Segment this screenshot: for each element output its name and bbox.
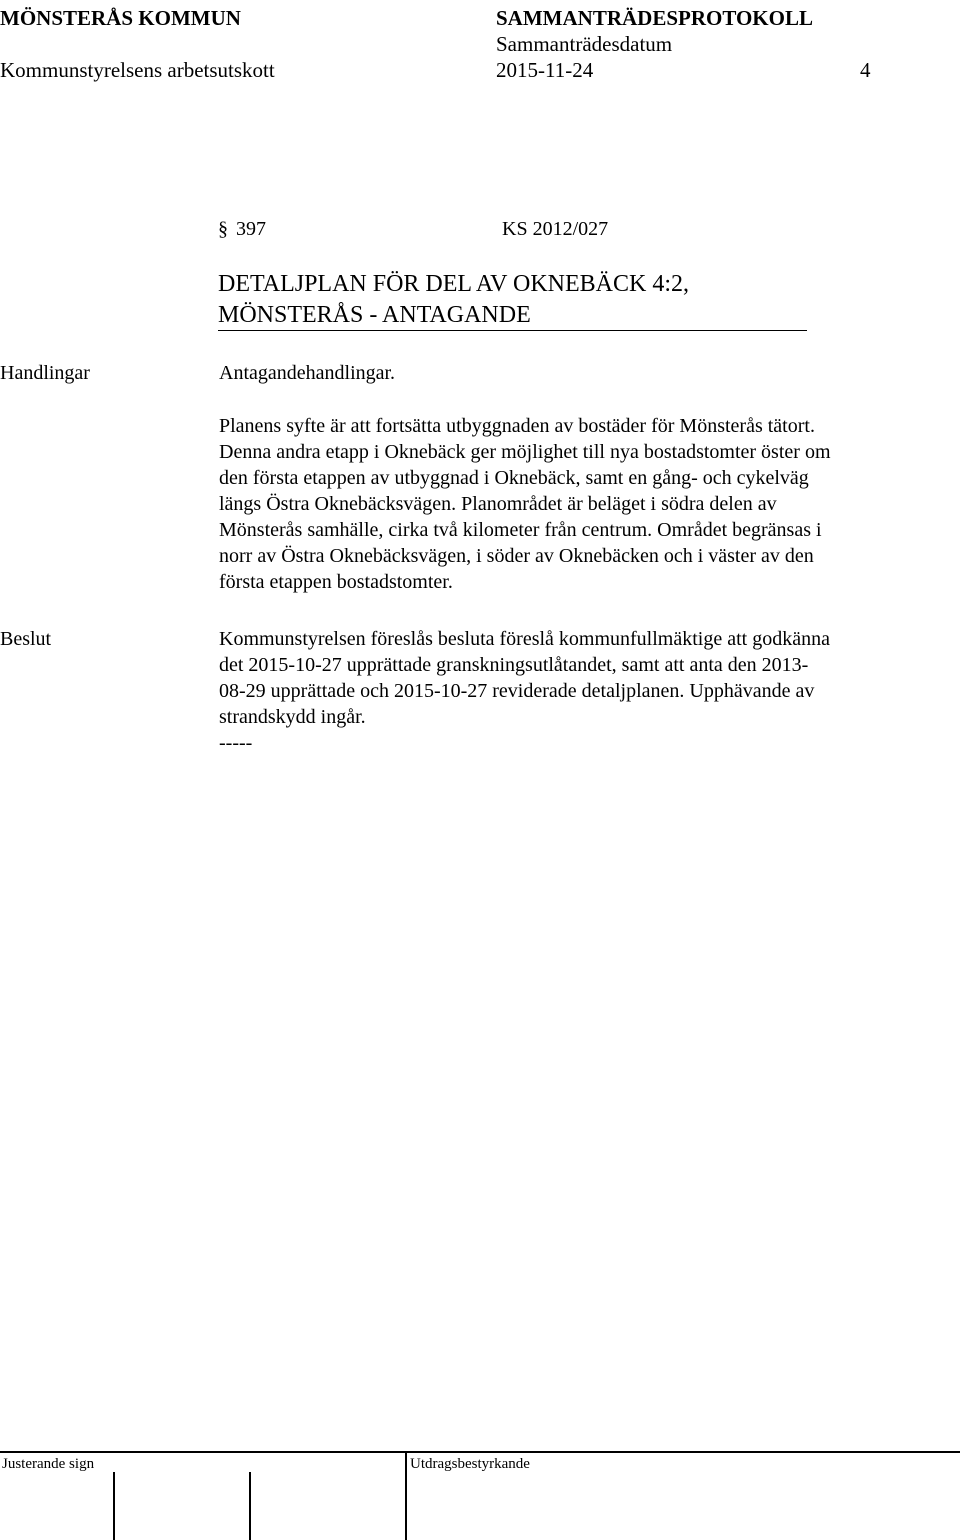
footer-rule	[0, 1451, 960, 1453]
title-underline	[218, 330, 807, 331]
beslut-paragraph	[219, 626, 830, 756]
end-marker: -----	[219, 732, 253, 754]
purpose-paragraph	[219, 413, 831, 595]
org-name: MÖNSTERÅS KOMMUN	[0, 6, 241, 30]
justerande-sign-label: Justerande sign	[2, 1456, 95, 1472]
purpose-line: Planens syfte är att fortsätta utbyggnaden av bostäder för Mönsterås tätort.	[219, 415, 815, 437]
beslut-label: Beslut	[0, 628, 52, 650]
purpose-line: längs Östra Oknebäcksvägen. Planområdet är beläget i södra delen av	[219, 493, 777, 515]
beslut-line: strandskydd ingår.	[219, 706, 366, 728]
beslut-line: 08-29 upprättade och 2015-10-27 reviderade detaljplanen. Upphävande av	[219, 680, 815, 702]
beslut-line: det 2015-10-27 upprättade granskningsutlåtandet, samt att anta den 2013-	[219, 654, 809, 676]
item-number: 397	[236, 218, 266, 240]
purpose-line: norr av Östra Oknebäcksvägen, i söder av Oknebäcken och i väster av den	[219, 545, 814, 567]
signature-box-divider	[113, 1472, 115, 1540]
purpose-line: den första etappen av utbyggnad i Oknebäck, samt en gång- och cykelväg	[219, 467, 809, 489]
doc-type: SAMMANTRÄDESPROTOKOLL	[496, 6, 813, 30]
signature-box-divider	[405, 1452, 407, 1540]
handlingar-text: Antagandehandlingar.	[219, 362, 396, 384]
purpose-line: första etappen bostadstomter.	[219, 571, 453, 593]
purpose-line: Mönsterås samhälle, cirka två kilometer från centrum. Området begränsas i	[219, 519, 822, 541]
signature-box-divider	[249, 1472, 251, 1540]
case-reference: KS 2012/027	[502, 218, 609, 240]
item-title-line-1: DETALJPLAN FÖR DEL AV OKNEBÄCK 4:2,	[218, 271, 689, 297]
page-number: 4	[860, 58, 871, 82]
handlingar-label: Handlingar	[0, 362, 90, 384]
body-name: Kommunstyrelsens arbetsutskott	[0, 58, 275, 82]
date-label: Sammanträdesdatum	[496, 32, 673, 56]
beslut-line: Kommunstyrelsen föreslås besluta föreslå kommunfullmäktige att godkänna	[219, 628, 830, 650]
item-title-line-2: MÖNSTERÅS - ANTAGANDE	[218, 302, 531, 328]
meeting-date: 2015-11-24	[496, 58, 594, 82]
section-symbol: §	[218, 218, 228, 240]
purpose-line: Denna andra etapp i Oknebäck ger möjlighet till nya bostadstomter öster om	[219, 441, 831, 463]
utdragsbestyrkande-label: Utdragsbestyrkande	[410, 1456, 530, 1472]
